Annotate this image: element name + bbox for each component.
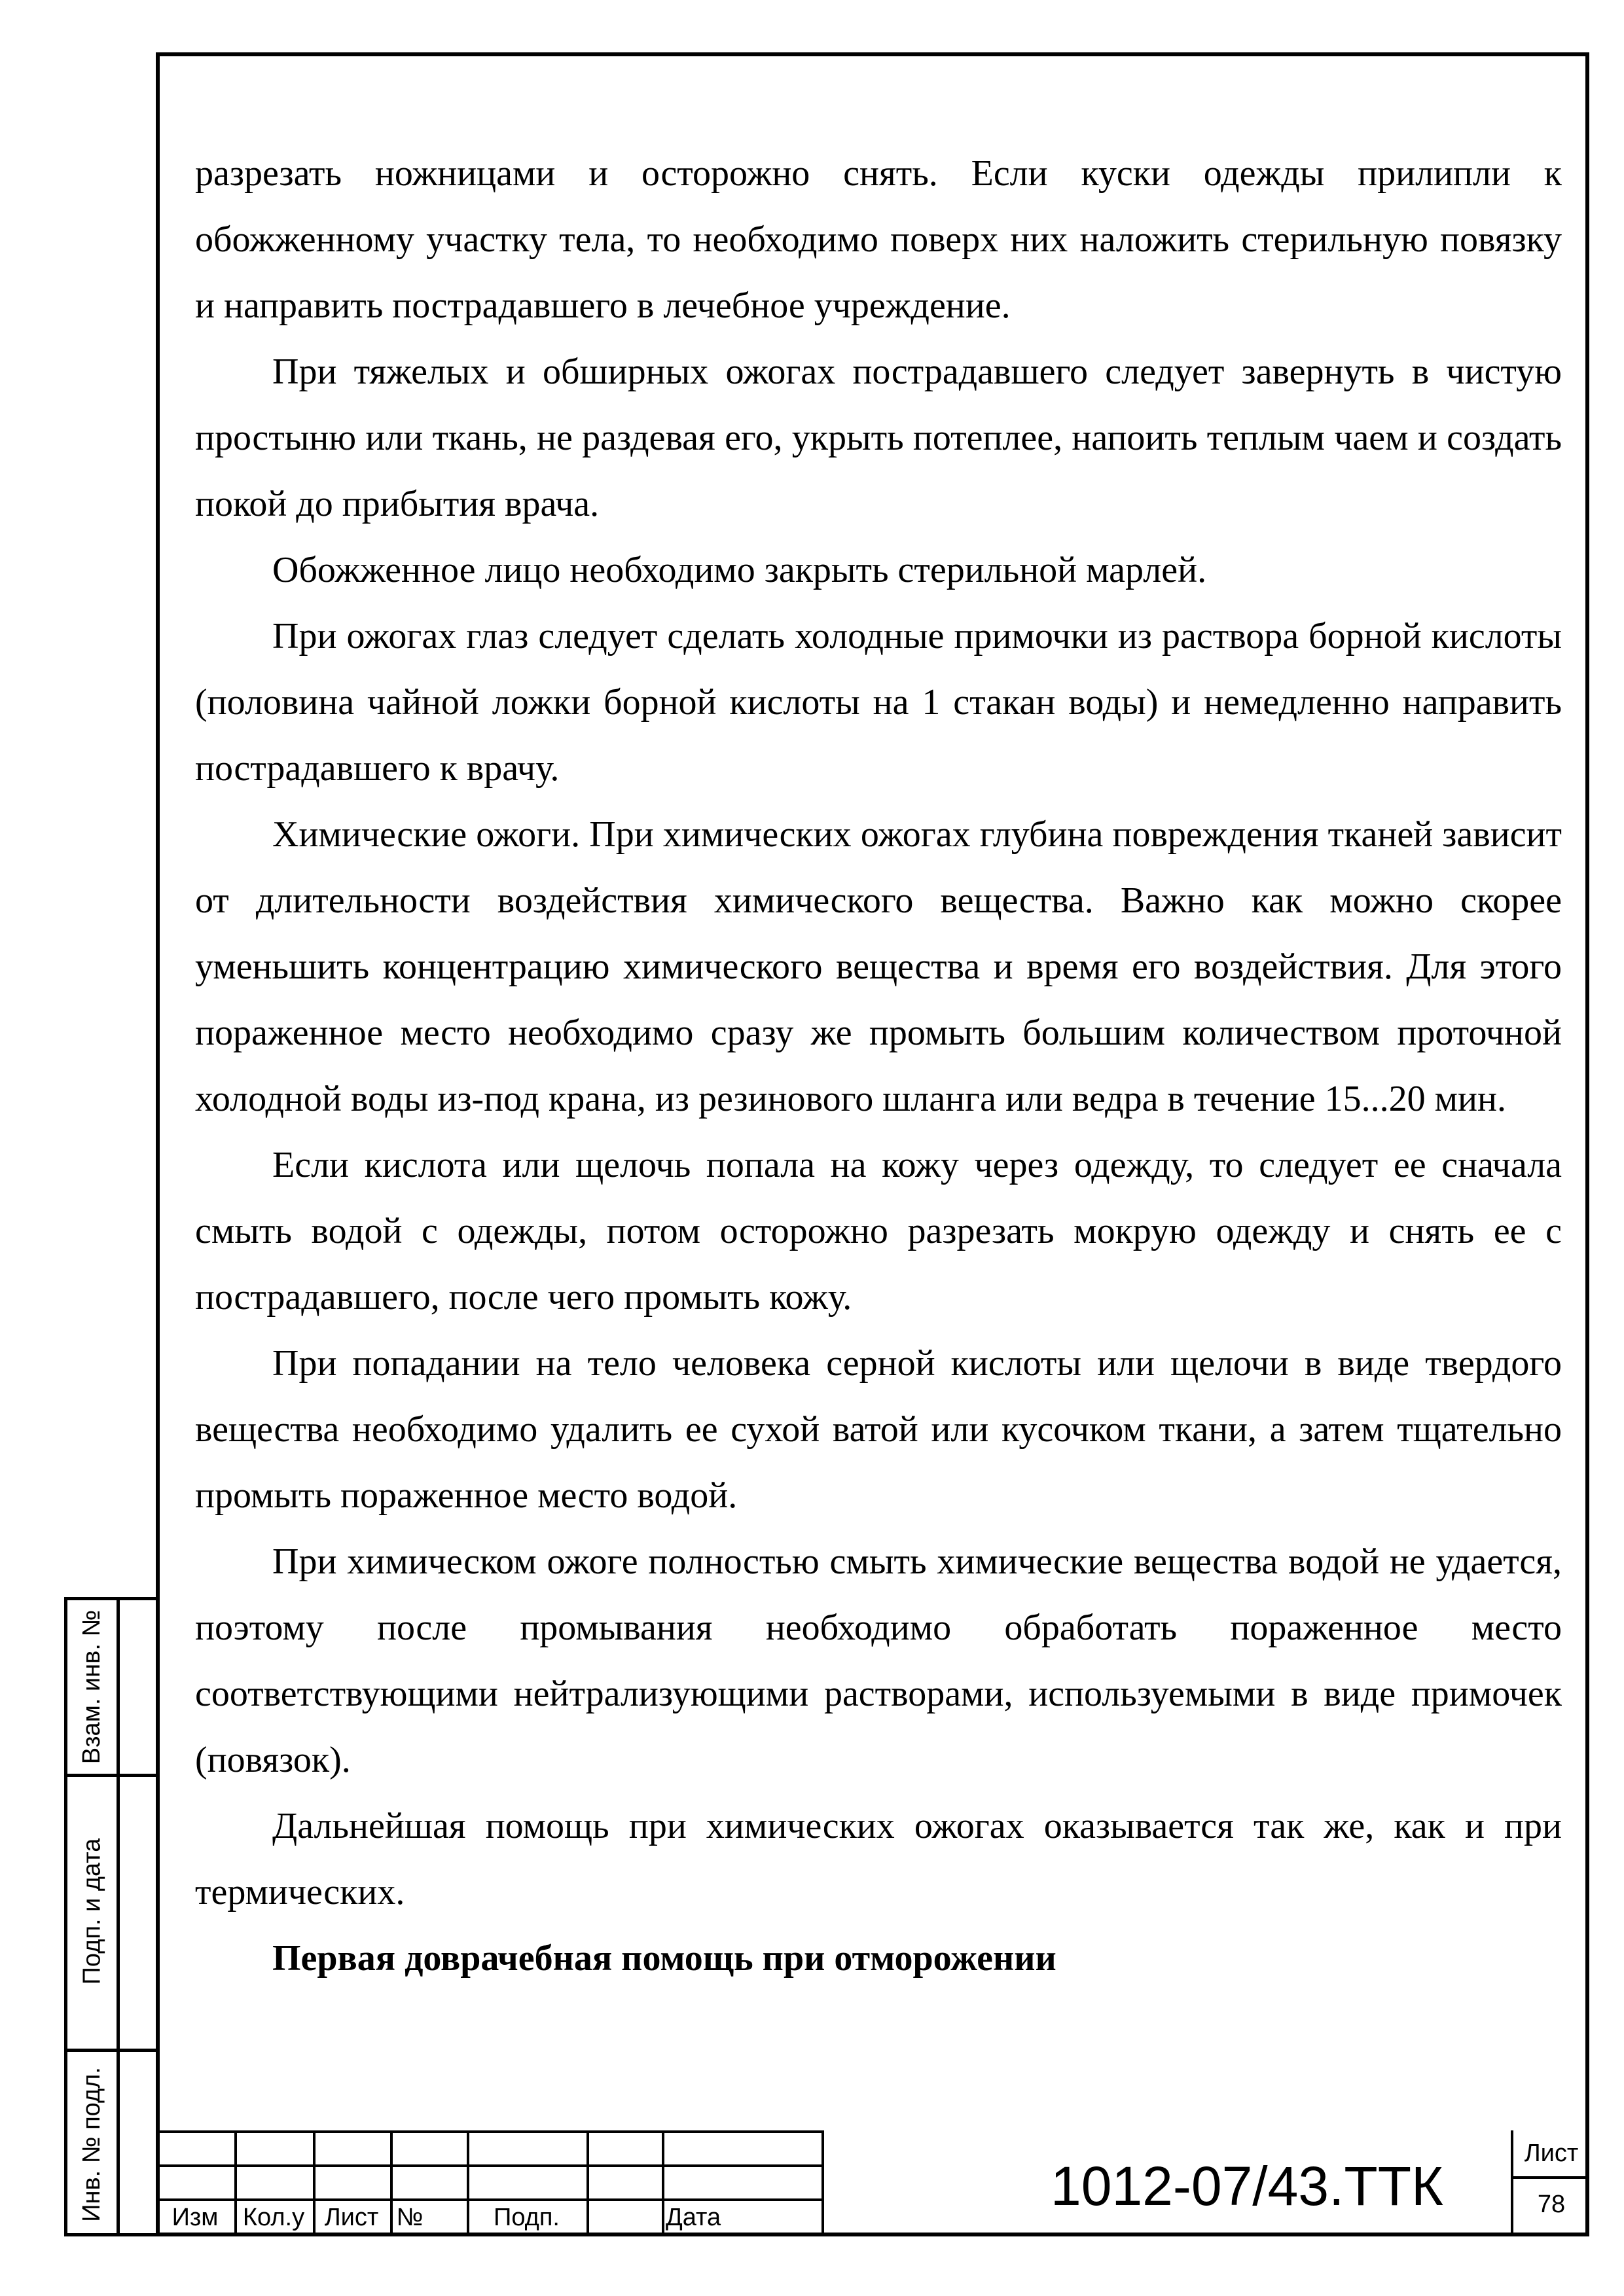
col-num: № (396, 2204, 424, 2231)
title-block-rule (156, 2198, 821, 2201)
paragraph: Обожженное лицо необходимо закрыть стерильной марлей. (272, 550, 1207, 590)
side-stamp (64, 1597, 156, 2236)
title-block-divider (586, 2130, 589, 2236)
side-stamp-divider (117, 1600, 120, 2233)
document-number: 1012-07/43.ТТК (1051, 2155, 1443, 2217)
paragraph: Дальнейшая помощь при химических ожогах оказывается так же, как и при термических. (195, 1806, 1562, 1912)
col-list: Лист (324, 2204, 379, 2231)
paragraph: При химическом ожоге полностью смыть химические вещества водой не удается, поэтому после промывания необходимо обработать пораженное место соответствующими нейтрализующими растворами, используемыми в виде примочек (повязок). (195, 1541, 1562, 1780)
vzam-inv-label: Взам. инв. № (78, 1609, 106, 1765)
paragraph: разрезать ножницами и осторожно снять. Если куски одежды прилипли к обожженному участку тела, то необходимо поверх них наложить стерильную повязку и направить пострадавшего в лечебное учреждение. (195, 153, 1562, 326)
paragraph: Если кислота или щелочь попала на кожу через одежду, то следует ее сначала смыть водой с одежды, потом осторожно разрезать мокрую одежду и снять ее с пострадавшего, после чего промыть кожу. (195, 1145, 1562, 1318)
inv-podl-label: Инв. № подл. (78, 2066, 106, 2222)
col-kolu: Кол.у (242, 2204, 305, 2231)
podp-data-label: Подп. и дата (78, 1838, 105, 1984)
title-block-rule (156, 2164, 821, 2167)
title-block-rule (156, 2130, 821, 2133)
col-izm: Изм (171, 2204, 219, 2231)
paragraph: При ожогах глаз следует сделать холодные примочки из раствора борной кислоты (половина чайной ложки борной кислоты на 1 стакан воды) и немедленно направить пострадавшего к врачу. (195, 616, 1562, 789)
paragraph: При попадании на тело человека серной кислоты или щелочи в виде твердого вещества необходимо удалить ее сухой ватой или кусочком ткани, а затем тщательно промыть пораженное место водой. (195, 1343, 1562, 1516)
sheet-number: 78 (1537, 2191, 1566, 2218)
sheet-label: Лист (1524, 2140, 1579, 2167)
section-heading: Первая доврачебная помощь при отморожении (272, 1938, 1056, 1979)
paragraph: Химические ожоги. При химических ожогах глубина повреждения тканей зависит от длительности воздействия химического вещества. Важно как можно скорее уменьшить концентрацию химического вещества и время его воздействия. Для этого пораженное место необходимо сразу же промыть большим количеством проточной холодной воды из-под крана, из резинового шланга или ведра в течение 15...20 мин. (195, 814, 1562, 1119)
paragraph: При тяжелых и обширных ожогах пострадавшего следует завернуть в чистую простыню или ткань, не раздевая его, укрыть потеплее, напоить теплым чаем и создать покой до прибытия врача. (195, 351, 1562, 524)
col-data: Дата (666, 2204, 721, 2231)
title-block (156, 2130, 1589, 2236)
col-podp: Подп. (494, 2204, 560, 2231)
document-body (195, 141, 1562, 1992)
